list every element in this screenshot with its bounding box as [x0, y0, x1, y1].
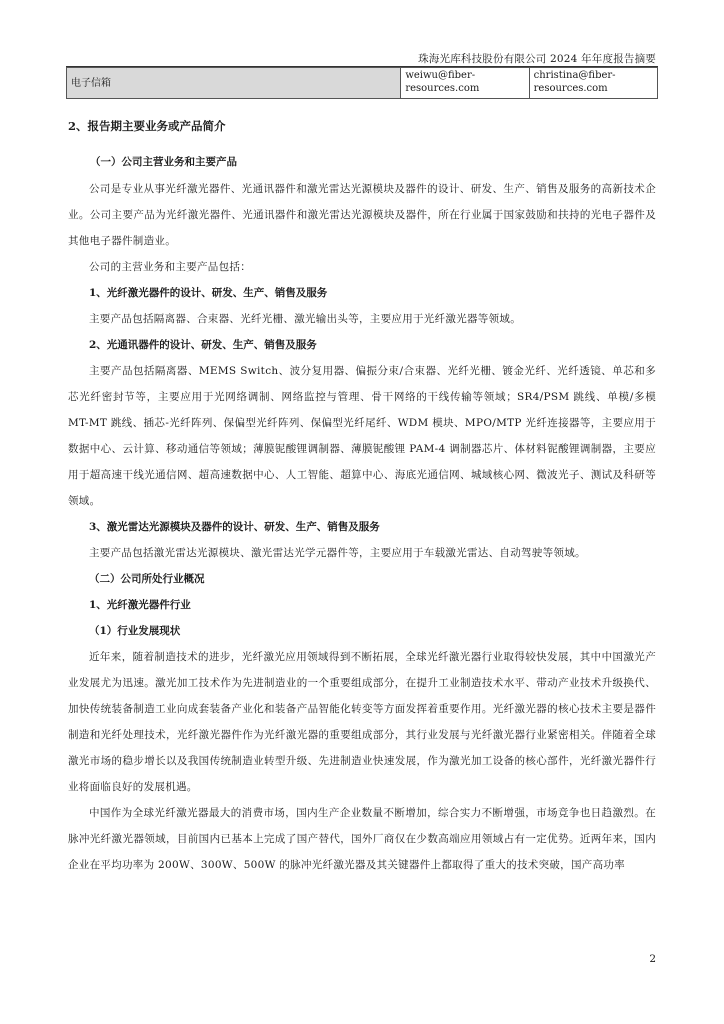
item-1-title: 1、光纤激光器件的设计、研发、生产、销售及服务 [89, 287, 328, 299]
table-row [67, 68, 658, 99]
item-3-title: 3、激光雷达光源模块及器件的设计、研发、生产、销售及服务 [89, 521, 380, 533]
paragraph-intro-2: 公司的主营业务和主要产品包括： [89, 261, 251, 273]
subsection-item-1-1: （1）行业发展现状 [89, 625, 181, 637]
section-title: 2、报告期主要业务或产品简介 [68, 119, 226, 133]
page-number: 2 [649, 953, 656, 965]
paragraph-2: 中国作为全球光纤激光器最大的消费市场，国内生产企业数量不断增加，综合实力不断增强，市场竞争也日趋激烈。在脉冲光纤激光器领域，目前国内已基本上完成了国产替代，国外厂商仅在少数高端应用领域占有一定优势。近两年来，国内企业在平均功率为 200W、300W、500W 的脉冲光纤激光器及其关键器件上都取得了重大的技术突破，国产高功率 [68, 807, 656, 871]
email-cell-1: weiwu@fiber-resources.com [401, 68, 529, 99]
main-content [68, 108, 656, 878]
paragraph-1: 近年来，随着制造技术的进步，光纤激光应用领域得到不断拓展，全球光纤激光器行业取得较快发展，其中中国激光产业发展尤为迅速。激光加工技术作为先进制造业的一个重要组成部分，在提升工业制造技术水平、带动产业技术升级换代、加快传统装备制造工业向成套装备产业化和装备产品智能化转变等方面发挥着重要作用。光纤激光器的核心技术主要是器件制造和光纤处理技术，光纤激光器件作为光纤激光器的重要组成部分，其行业发展与光纤激光器行业紧密相关。伴随着全球激光市场的稳步增长以及我国传统制造业转型升级、先进制造业快速发展，作为激光加工设备的核心部件，光纤激光器件行业将面临良好的发展机遇。 [68, 651, 656, 793]
subsection-title-2: （二）公司所处行业概况 [89, 573, 205, 585]
contact-table [66, 67, 658, 99]
item-2-title: 2、光通讯器件的设计、研发、生产、销售及服务 [89, 339, 317, 351]
paragraph-intro: 公司是专业从事光纤激光器件、光通讯器件和激光雷达光源模块及器件的设计、研发、生产、销售及服务的高新技术企业。公司主要产品为光纤激光器件、光通讯器件和激光雷达光源模块及器件，所在行业属于国家鼓励和扶持的光电子器件及其他电子器件制造业。 [68, 183, 656, 247]
item-3-text: 主要产品包括激光雷达光源模块、激光雷达光学元器件等，主要应用于车载激光雷达、自动驾驶等领域。 [89, 547, 586, 559]
subsection-title-1: （一）公司主营业务和主要产品 [90, 156, 237, 168]
item-2-text: 主要产品包括隔离器、MEMS Switch、波分复用器、偏振分束/合束器、光纤光栅、镀金光纤、光纤透镜、单芯和多芯光纤密封节等，主要应用于光网络调制、网络监控与管理、骨干网络的干线传输等领域；SR4/PSM 跳线、单模/多模 MT-MT 跳线、插芯-光纤阵列、保偏型光纤阵列、保偏型光纤尾纤、WDM 模块、MPO/MTP 光纤连接器等，主要应用于数据中心、云计算、移动通信等领域；薄膜铌酸锂调制器、薄膜铌酸锂 PAM-4 调制器芯片、体材料铌酸锂调制器，主要应用于超高速干线光通信网、超高速数据中心、人工智能、超算中心、海底光通信网、城域核心网、微波光子、测试及科研等领域。 [68, 365, 656, 507]
item-1-text: 主要产品包括隔离器、合束器、光纤光栅、激光输出头等，主要应用于光纤激光器等领域。 [89, 313, 521, 325]
email-label-cell: 电子信箱 [67, 68, 401, 99]
subsection-item-1: 1、光纤激光器件行业 [89, 599, 191, 611]
email-cell-2: christina@fiber-resources.com [529, 68, 657, 99]
running-header: 珠海光库科技股份有限公司 2024 年年度报告摘要 [418, 53, 656, 65]
